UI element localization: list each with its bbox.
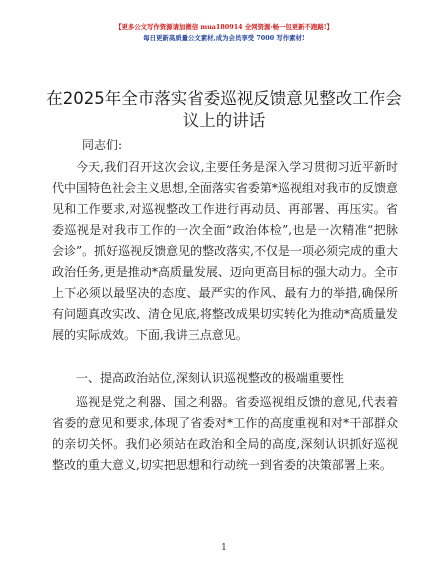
section-heading: 一、提高政治站位,深刻认识巡视整改的极端重要性: [76, 371, 344, 385]
document-title: 在2025年全市落实省委巡视反馈意见整改工作会议上的讲话: [46, 89, 402, 130]
promo-banner-red: 【更多公文写作资源请加微信 mua180914 全网资源·畅一包更新不跑路!】: [115, 23, 333, 31]
body-paragraph: 巡视是党之利器、国之利器。省委巡视组反馈的意见,代表着省委的意见和要求,体现了省委对*工作的高度重视和对*干部群众的亲切关怀。我们必须站在政治和全局的高度,深刻认识抓好巡视整改的重大意义,切实把思想和行动统一到省委的决策部署上来。: [52, 395, 398, 472]
promo-banner-blue: 每日更新高质量公文素材,成为会员享受 7000 写作素材!: [143, 34, 305, 42]
intro-paragraph: 今天,我们召开这次会议,主要任务是深入学习贯彻习近平新时代中国特色社会主义思想,全面落实省委第*巡视组对我市的反馈意见和工作要求,对巡视整改工作进行再动员、再部署、再压实。省委巡视是对我市工作的一次全面“政治体检”,也是一次精准“把脉会诊”。抓好巡视反馈意见的整改落实,不仅是一项必须完成的重大政治任务,更是推动*高质量发展、迈向更高目标的强大动力。全市上下必须以最坚决的态度、最严实的作风、最有力的举措,确保所有问题真改实改、清仓见底,将整改成果切实转化为推动*高质量发展的实际成效。下面,我讲三点意见。: [52, 160, 398, 342]
page-number: 1: [221, 543, 227, 553]
greeting: 同志们:: [82, 138, 123, 152]
